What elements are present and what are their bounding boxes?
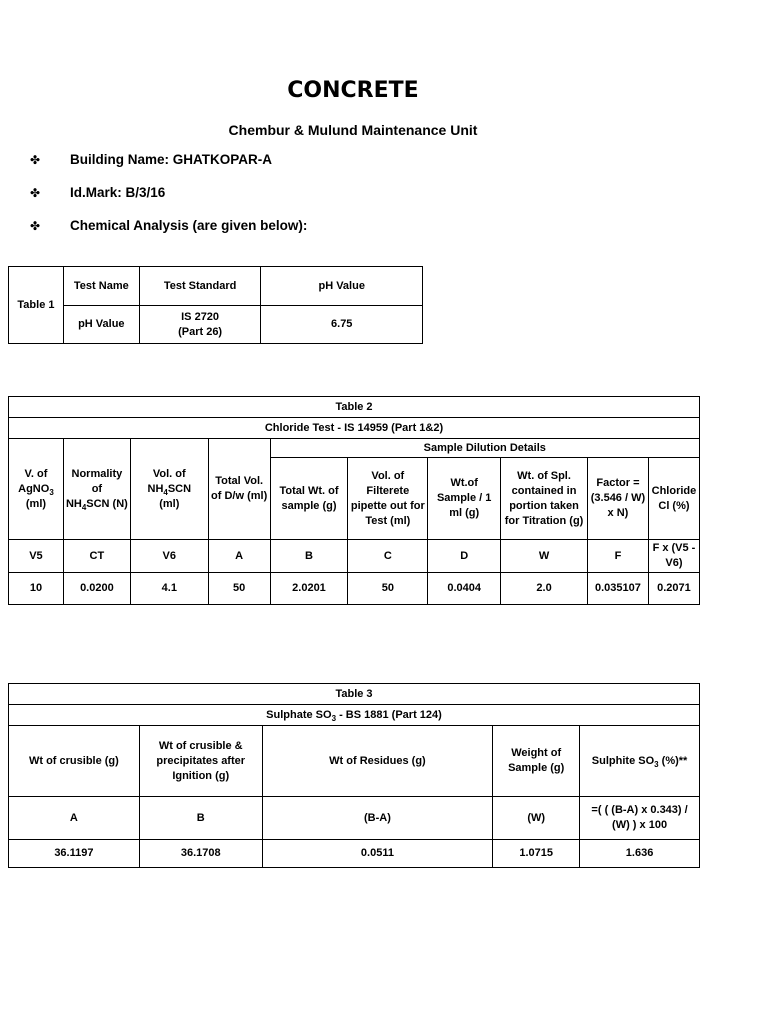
value-cell: 36.1197 bbox=[9, 840, 140, 868]
bullet-id-mark bbox=[30, 185, 165, 200]
bullet-text: Building Name: GHATKOPAR-A bbox=[70, 152, 272, 167]
value-cell: 0.0200 bbox=[63, 573, 130, 605]
value-cell: 1.636 bbox=[580, 840, 700, 868]
symbol-cell: B bbox=[270, 540, 348, 573]
symbol-cell: C bbox=[348, 540, 428, 573]
header-chloride: Chloride Cl (%) bbox=[648, 458, 699, 540]
bullet-mark-icon: ✤ bbox=[30, 186, 41, 200]
symbol-cell: B bbox=[139, 797, 262, 840]
header-wt-sample: Wt.of Sample / 1 ml (g) bbox=[428, 458, 501, 540]
table-1-test-name: pH Value bbox=[63, 306, 139, 344]
header-total-wt: Total Wt. of sample (g) bbox=[270, 458, 348, 540]
table-1-ph-value: 6.75 bbox=[261, 306, 423, 344]
header-v-agno3: V. of AgNO$_3$ (ml) bbox=[9, 439, 64, 540]
table-1-ph bbox=[8, 266, 423, 344]
symbol-cell: F bbox=[587, 540, 648, 573]
bullet-chemical-analysis bbox=[30, 218, 307, 233]
bullet-mark-icon: ✤ bbox=[30, 153, 41, 167]
table-1-header-standard: Test Standard bbox=[139, 267, 261, 306]
symbol-cell: A bbox=[9, 797, 140, 840]
symbol-cell: V6 bbox=[130, 540, 208, 573]
header-wt-spl: Wt. of Spl. contained in portion taken for Titration (g) bbox=[501, 458, 588, 540]
table-2-caption: Table 2 bbox=[9, 397, 700, 418]
value-cell: 2.0201 bbox=[270, 573, 348, 605]
header-sulphite: Sulphite $SO_3$ (%)** bbox=[580, 726, 700, 797]
header-residues: Wt of Residues (g) bbox=[262, 726, 493, 797]
symbol-cell: CT bbox=[63, 540, 130, 573]
table-3-value-row bbox=[9, 840, 700, 868]
value-cell: 2.0 bbox=[501, 573, 588, 605]
symbol-cell: V5 bbox=[9, 540, 64, 573]
bullet-building-name bbox=[30, 152, 272, 167]
value-cell: 50 bbox=[348, 573, 428, 605]
header-total-vol: Total Vol. of D/w (ml) bbox=[208, 439, 270, 540]
table-1-header-ph: pH Value bbox=[261, 267, 423, 306]
table-1-caption: Table 1 bbox=[9, 267, 64, 344]
page-subtitle: Chembur & Mulund Maintenance Unit bbox=[228, 122, 478, 138]
value-cell: 10 bbox=[9, 573, 64, 605]
header-vol-filterete: Vol. of Filterete pipette out for Test (ml) bbox=[348, 458, 428, 540]
value-cell: 0.0404 bbox=[428, 573, 501, 605]
header-normality: Normality of $NH_4SCN$ (N) bbox=[63, 439, 130, 540]
table-2-chloride bbox=[8, 396, 700, 605]
symbol-cell: (W) bbox=[493, 797, 580, 840]
symbol-cell: F x (V5 - V6) bbox=[648, 540, 699, 573]
table-3-symbol-row bbox=[9, 797, 700, 840]
symbol-cell: =( ( (B-A) x 0.343) / (W) ) x 100 bbox=[580, 797, 700, 840]
value-cell: 0.035107 bbox=[587, 573, 648, 605]
header-crucible: Wt of crusible (g) bbox=[9, 726, 140, 797]
header-sample-dilution: Sample Dilution Details bbox=[270, 439, 699, 458]
value-cell: 0.2071 bbox=[648, 573, 699, 605]
header-vol-nh4scn: Vol. of $NH_4SCN$ (ml) bbox=[130, 439, 208, 540]
table-3-sulphate bbox=[8, 683, 700, 868]
bullet-text: Chemical Analysis (are given below): bbox=[70, 218, 308, 233]
table-3-subtitle: Sulphate $SO_3$ - BS 1881 (Part 124) bbox=[9, 705, 700, 726]
bullet-mark-icon: ✤ bbox=[30, 219, 41, 233]
table-3-caption: Table 3 bbox=[9, 684, 700, 705]
value-cell: 1.0715 bbox=[493, 840, 580, 868]
header-crucible-after: Wt of crusible & precipitates after Ignition (g) bbox=[139, 726, 262, 797]
table-1-header-test-name: Test Name bbox=[63, 267, 139, 306]
header-weight-sample: Weight of Sample (g) bbox=[493, 726, 580, 797]
bullet-text: Id.Mark: B/3/16 bbox=[70, 185, 166, 200]
table-2-subtitle: Chloride Test - IS 14959 (Part 1&2) bbox=[9, 418, 700, 439]
value-cell: 4.1 bbox=[130, 573, 208, 605]
value-cell: 50 bbox=[208, 573, 270, 605]
symbol-cell: (B-A) bbox=[262, 797, 493, 840]
header-factor: Factor = (3.546 / W) x N) bbox=[587, 458, 648, 540]
value-cell: 0.0511 bbox=[262, 840, 493, 868]
value-cell: 36.1708 bbox=[139, 840, 262, 868]
table-2-symbol-row bbox=[9, 540, 700, 573]
page-title: CONCRETE bbox=[287, 78, 419, 103]
symbol-cell: A bbox=[208, 540, 270, 573]
table-1-standard: IS 2720 (Part 26) bbox=[139, 306, 261, 344]
symbol-cell: D bbox=[428, 540, 501, 573]
table-2-value-row bbox=[9, 573, 700, 605]
symbol-cell: W bbox=[501, 540, 588, 573]
